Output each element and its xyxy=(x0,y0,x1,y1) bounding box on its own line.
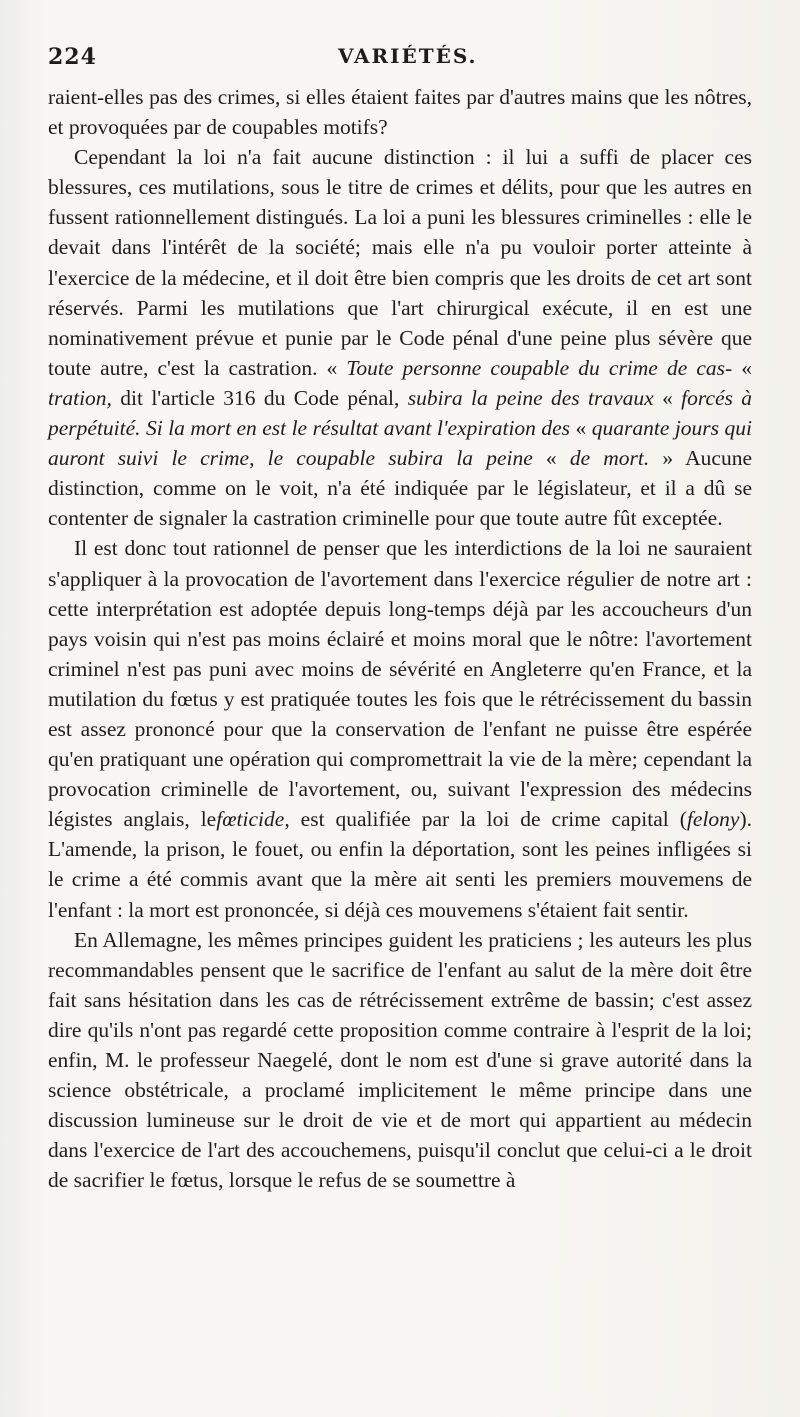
quote-part-3: subira la peine des travaux xyxy=(407,385,654,410)
paragraph-3-part-a: Il est donc tout rationnel de penser que les interdictions de la loi ne sauraient s'appliquer à la provocation de l'avortement dans l'exercice régulier de notre art : cette interprétation est adoptée depuis long-temps déjà par les accoucheurs d'un pays voisin qui n'est pas moins éclairé et moins moral que le nôtre: l'avortement criminel n'est pas puni avec moins de sévérité en Angleterre qu'en France, et la mutilation du fœtus y est pratiquée toutes les fois que le rétrécissement du bassin est assez prononcé pour que la conservation de l'enfant ne puisse être espérée qu'en pratiquant une opération qui compromettrait la vie de la mère; cependant la provocation criminelle de l'avortement, ou, suivant l'expression des médecins légistes anglais, le xyxy=(48,536,752,832)
paragraph-2 xyxy=(48,142,752,533)
quote-mark-1: « xyxy=(741,355,752,380)
quote-part-1: Toute personne coupable du crime de cas- xyxy=(346,355,733,380)
paragraph-3-part-c: ). L'amende, la prison, le fouet, ou enfin la déportation, sont les peines infligées si le crime a été commis avant que la mère ait senti les premiers mouvemens de l'enfant : la mort est prononcée, si déjà ces mouvemens s'étaient fait sentir. xyxy=(48,807,753,922)
quote-part-2: tration, xyxy=(48,385,112,410)
paragraph-4: En Allemagne, les mêmes principes guident les praticiens ; les auteurs les plus recommandables pensent que le sacrifice de l'enfant au salut de la mère doit être fait sans hésitation dans les cas de rétrécissement extrême de bassin; c'est assez dire qu'ils n'ont pas regardé cette proposition comme contraire à l'esprit de la loi; enfin, M. le professeur Naegelé, dont le nom est d'une si grave autorité dans la science obstétricale, a proclamé implicitement le même principe dans une discussion lumineuse sur le droit de vie et de mort qui appartient au médecin dans l'exercice de l'art des accouchemens, puisqu'il conclut que celui-ci a le droit de sacrifier le fœtus, lorsque le refus de se soumettre à xyxy=(48,927,752,1193)
term-felony: felony xyxy=(686,807,740,832)
paragraph-3-part-b: , est qualifiée par la loi de crime capital ( xyxy=(284,807,687,832)
quote-part-4: forcés à perpétuité. Si la mort en est le résultat avant l'expiration des xyxy=(48,385,753,441)
quote-part-6: de mort. xyxy=(569,446,650,471)
page-number: 224 xyxy=(48,44,97,70)
term-foeticide: fœticide xyxy=(216,807,285,832)
quote-mark-4: « xyxy=(545,446,557,471)
quote-mark-2: « xyxy=(662,385,673,410)
paragraph-2-part-c: » Aucune distinction, comme on le voit, n'a été indiquée par le législateur, et il a dû se contenter de signaler la castration criminelle pour que toute autre fût exceptée. xyxy=(48,446,752,531)
paragraph-2-part-a: Cependant la loi n'a fait aucune distinction : il lui a suffi de placer ces blessures, ces mutilations, sous le titre de crimes et délits, pour que les autres en fussent rationnellement distingués. La loi a puni les blessures criminelles : elle le devait dans l'intérêt de la société; mais elle n'a pu vouloir porter atteinte à l'exercice de la médecine, et il doit être bien compris que les droits de cet art sont réservés. Parmi les mutilations que l'art chirurgical exécute, il en est une nominativement prévue et punie par le Code pénal d'une peine plus sévère que toute autre, c'est la castration. « xyxy=(48,145,752,380)
running-title: VARIÉTÉS. xyxy=(338,44,478,68)
paragraph-3 xyxy=(48,533,752,924)
quote-mark-3: « xyxy=(575,416,587,441)
body-text xyxy=(48,82,752,1195)
quote-part-5: quarante jours qui auront suivi le crime, le coupable subira la peine xyxy=(48,416,752,471)
paragraph-1: raient-elles pas des crimes, si elles étaient faites par d'autres mains que les nôtres, et provoquées par de coupables motifs? xyxy=(48,85,752,140)
page-header xyxy=(48,44,748,74)
paragraph-2-part-b: dit l'article 316 du Code pénal, xyxy=(120,385,400,410)
